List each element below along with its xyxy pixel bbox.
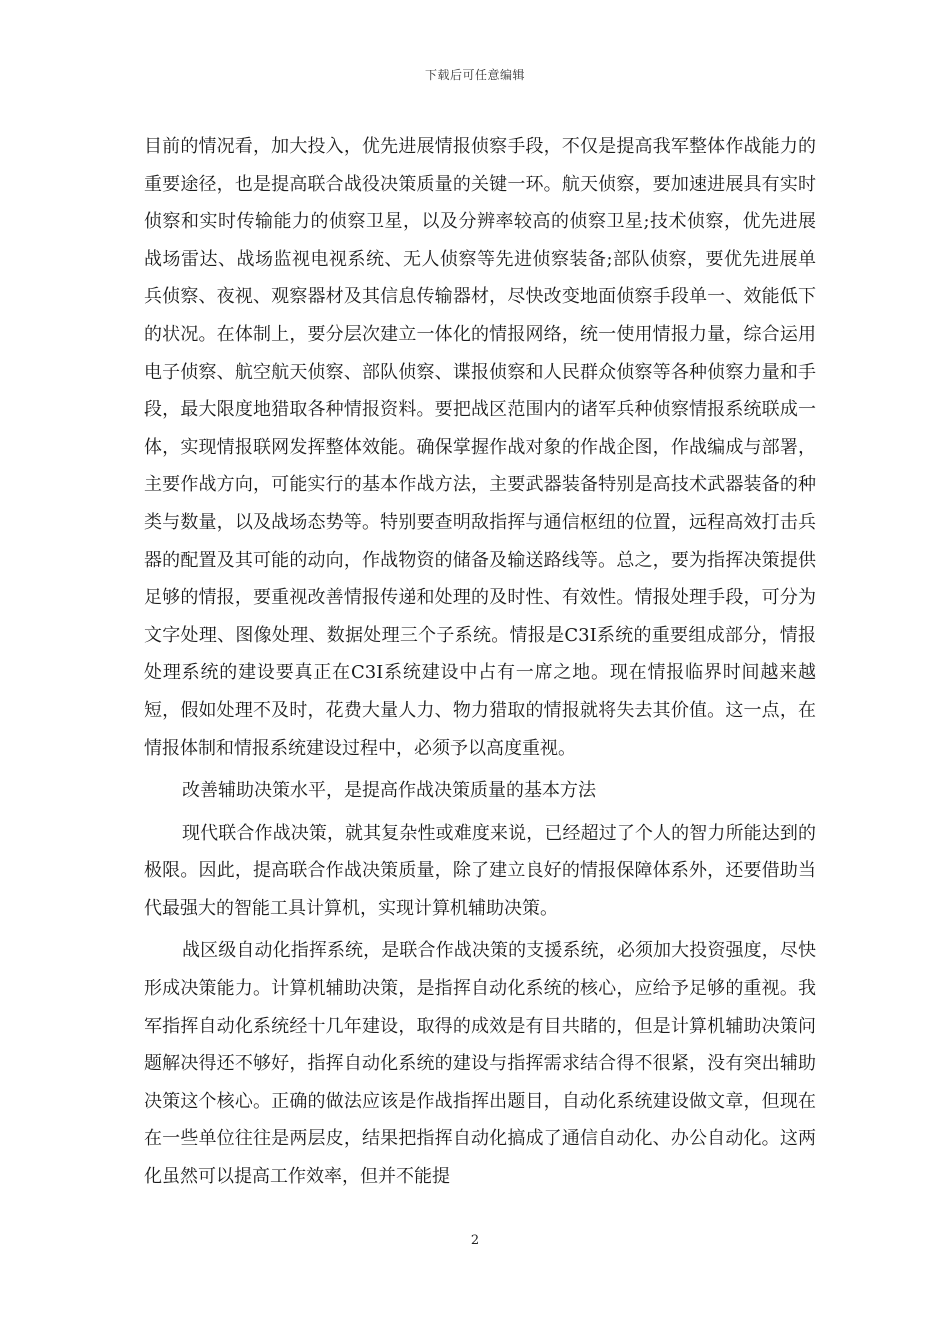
paragraph-modern-decision: 现代联合作战决策，就其复杂性或难度来说，已经超过了个人的智力所能达到的极限。因此，提高联合作战决策质量，除了建立良好的情报保障体系外，还要借助当代最强大的智能工具计算机，实现计算机辅助决策。 [144,822,816,919]
section-heading: 改善辅助决策水平，是提高作战决策质量的基本方法 [182,780,596,802]
page-header: 下载后可任意编辑 [424,68,525,82]
paragraph-intelligence: 目前的情况看，加大投入，优先进展情报侦察手段，不仅是提高我军整体作战能力的重要途径，也是提高联合战役决策质量的关键一环。航天侦察，要加速进展具有实时侦察和实时传输能力的侦察卫星，以及分辨率较高的侦察卫星;技术侦察，优先进展战场雷达、战场监视电视系统、无人侦察等先进侦察装备;部队侦察，要优先进展单兵侦察、夜视、观察器材及其信息传输器材，尽快改变地面侦察手段单一、效能低下的状况。在体制上，要分层次建立一体化的情报网络，统一使用情报力量，综合运用电子侦察、航空航天侦察、部队侦察、谍报侦察和人民群众侦察等各种侦察力量和手段，最大限度地猎取各种情报资料。要把战区范围内的诸军兵种侦察情报系统联成一体，实现情报联网发挥整体效能。确保掌握作战对象的作战企图，作战编成与部署，主要作战方向，可能实行的基本作战方法，主要武器装备特别是高技术武器装备的种类与数量，以及战场态势等。特别要查明敌指挥与通信枢纽的位置，远程高效打击兵器的配置及其可能的动向，作战物资的储备及输送路线等。总之，要为指挥决策提供足够的情报，要重视改善情报传递和处理的及时性、有效性。情报处理手段，可分为文字处理、图像处理、数据处理三个子系统。情报是C3I系统的重要组成部分，情报处理系统的建设要真正在C3I系统建设中占有一席之地。现在情报临界时间越来越短，假如处理不及时，花费大量人力、物力猎取的情报就将失去其价值。这一点，在情报体制和情报系统建设过程中，必须予以高度重视。 [144,136,816,759]
document-body [144,128,816,1196]
paragraph-automation: 战区级自动化指挥系统，是联合作战决策的支援系统，必须加大投资强度，尽快形成决策能力。计算机辅助决策，是指挥自动化系统的核心，应给予足够的重视。我军指挥自动化系统经十几年建设，取得的成效是有目共睹的，但是计算机辅助决策问题解决得还不够好，指挥自动化系统的建设与指挥需求结合得不很紧，没有突出辅助决策这个核心。正确的做法应该是作战指挥出题目，自动化系统建设做文章，但现在在一些单位往往是两层皮，结果把指挥自动化搞成了通信自动化、办公自动化。这两化虽然可以提高工作效率，但并不能提 [144,940,816,1188]
page-number: 2 [470,1233,480,1248]
